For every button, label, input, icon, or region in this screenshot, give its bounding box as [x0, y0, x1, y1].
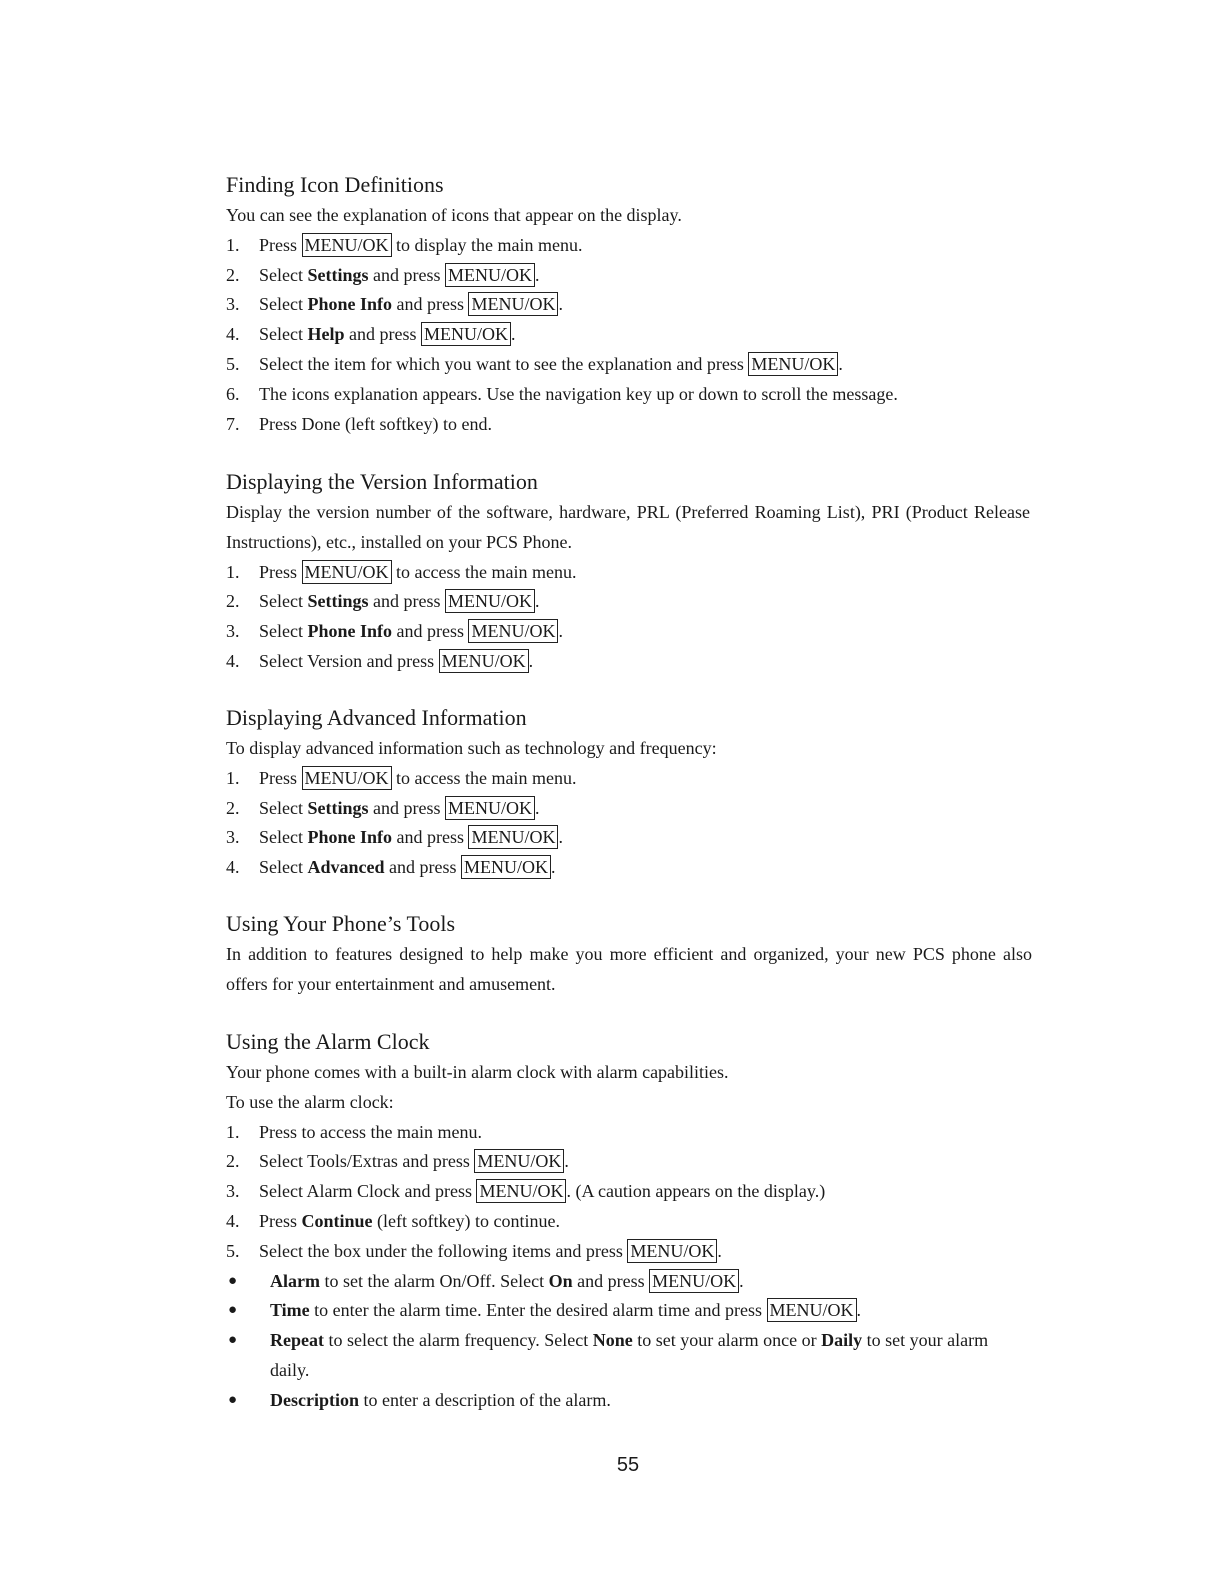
- menu-term: Phone Info: [307, 294, 392, 315]
- bullet-item: [226, 1386, 1046, 1416]
- bullet-item: [226, 1267, 1046, 1297]
- step-text: Select Version and press: [259, 650, 439, 671]
- list-item: [226, 350, 1046, 380]
- section-heading: Displaying the Version Information: [226, 469, 538, 494]
- step-text: to select the alarm frequency. Select: [323, 1330, 593, 1351]
- list-item: [226, 558, 1046, 588]
- section-heading: Finding Icon Definitions: [226, 172, 444, 197]
- step-text: Select: [259, 591, 308, 612]
- item-number: 2.: [226, 1151, 240, 1172]
- bullet-item: [226, 1326, 1046, 1386]
- step-text: to enter the alarm time. Enter the desired alarm time and press: [309, 1300, 767, 1321]
- list-item: [226, 380, 1046, 410]
- menu-ok-key: MENU/OK: [461, 855, 551, 879]
- list-item: [226, 1237, 1046, 1267]
- item-number: 5.: [226, 353, 240, 374]
- menu-term: Settings: [307, 797, 369, 818]
- menu-term: Help: [307, 324, 345, 345]
- list-item: [226, 823, 1046, 853]
- list-item: [226, 647, 1046, 677]
- step-text: Select: [259, 621, 308, 642]
- section-intro: Your phone comes with a built-in alarm clock with alarm capabilities.: [226, 1062, 729, 1082]
- step-text: to set your alarm once or: [632, 1330, 822, 1351]
- step-text: The icons explanation appears. Use the navigation key up or down to scroll the message.: [259, 383, 898, 404]
- step-text: to set your alarm daily.: [270, 1330, 989, 1380]
- step-text: .: [717, 1240, 722, 1261]
- step-text: Select: [259, 827, 308, 848]
- menu-ok-key: MENU/OK: [627, 1239, 717, 1263]
- menu-term: Phone Info: [307, 621, 392, 642]
- section-phone-tools: [226, 911, 1046, 1000]
- item-number: 7.: [226, 413, 240, 434]
- item-number: 6.: [226, 383, 240, 404]
- bullet-icon: ●: [228, 1391, 238, 1408]
- item-number: 4.: [226, 1210, 240, 1231]
- menu-term: On: [548, 1270, 573, 1291]
- item-number: 4.: [226, 857, 240, 878]
- menu-term: Advanced: [307, 857, 385, 878]
- item-number: 2.: [226, 797, 240, 818]
- step-text: Press to access the main menu.: [259, 1121, 482, 1142]
- step-text: .: [558, 294, 563, 315]
- section-intro: To display advanced information such as technology and frequency:: [226, 738, 717, 758]
- list-item: [226, 290, 1046, 320]
- section-finding-icon-definitions: [226, 172, 1046, 439]
- step-text: .: [838, 353, 843, 374]
- menu-ok-key: MENU/OK: [767, 1298, 857, 1322]
- menu-ok-key: MENU/OK: [445, 589, 535, 613]
- menu-term: Continue: [301, 1210, 373, 1231]
- step-text: and press: [368, 591, 445, 612]
- item-number: 1.: [226, 1121, 240, 1142]
- list-item: [226, 587, 1046, 617]
- section-version-information: [226, 469, 1046, 677]
- step-text: and press: [392, 621, 469, 642]
- step-text: Select: [259, 857, 308, 878]
- menu-term: Settings: [307, 591, 369, 612]
- step-text: (left softkey) to continue.: [372, 1210, 560, 1231]
- section-intro: You can see the explanation of icons that appear on the display.: [226, 205, 682, 225]
- menu-term: Daily: [821, 1330, 863, 1351]
- step-text: and press: [392, 294, 469, 315]
- step-text: .: [564, 1151, 569, 1172]
- step-text: .: [534, 591, 540, 612]
- item-number: 4.: [226, 650, 240, 671]
- step-text: .: [739, 1270, 744, 1291]
- step-text: .: [558, 621, 563, 642]
- step-text: Select: [259, 264, 308, 285]
- step-text: .: [856, 1300, 862, 1321]
- menu-ok-key: MENU/OK: [468, 619, 558, 643]
- section-alarm-clock: [226, 1029, 1046, 1416]
- list-item: [226, 1177, 1046, 1207]
- step-text: Select Alarm Clock and press: [259, 1181, 477, 1202]
- step-text: Select the item for which you want to see the explanation and press: [259, 353, 749, 374]
- section-intro: Display the version number of the software, hardware, PRL (Preferred Roaming List), PRI (Product Release Instructions), etc., installed on your PCS Phone.: [226, 502, 1030, 552]
- step-text: .: [534, 264, 540, 285]
- menu-term: None: [592, 1330, 633, 1351]
- step-text: and press: [344, 324, 421, 345]
- step-text: to set the alarm On/Off. Select: [319, 1270, 549, 1291]
- step-text: to display the main menu.: [391, 234, 583, 255]
- list-item: [226, 1147, 1046, 1177]
- step-text: Press: [259, 561, 302, 582]
- menu-ok-key: MENU/OK: [468, 825, 558, 849]
- menu-ok-key: MENU/OK: [439, 649, 529, 673]
- step-text: .: [510, 324, 516, 345]
- step-text: Select: [259, 294, 308, 315]
- step-text: .: [550, 857, 556, 878]
- section-heading: Using the Alarm Clock: [226, 1029, 430, 1054]
- item-number: 1.: [226, 561, 240, 582]
- menu-ok-key: MENU/OK: [474, 1149, 564, 1173]
- menu-ok-key: MENU/OK: [748, 352, 838, 376]
- item-number: 3.: [226, 827, 240, 848]
- step-text: Press: [259, 767, 302, 788]
- step-text: and press: [572, 1270, 650, 1291]
- step-text: Press: [259, 1210, 302, 1231]
- bullet-icon: ●: [228, 1272, 238, 1289]
- menu-ok-key: MENU/OK: [421, 322, 511, 346]
- step-text: Select the box under the following items and press: [259, 1240, 628, 1261]
- step-text: Press: [259, 234, 302, 255]
- section-intro: In addition to features designed to help make you more efficient and organized, your new PCS phone also offers for your entertainment and amusement.: [226, 944, 1032, 994]
- step-text: to access the main menu.: [391, 561, 577, 582]
- step-text: and press: [368, 264, 445, 285]
- step-text: . (A caution appears on the display.): [566, 1181, 826, 1202]
- step-text: to access the main menu.: [391, 767, 577, 788]
- item-number: 3.: [226, 294, 240, 315]
- menu-term: Description: [270, 1389, 359, 1410]
- step-text: .: [528, 650, 534, 671]
- menu-ok-key: MENU/OK: [302, 560, 392, 584]
- list-item: [226, 410, 1046, 440]
- item-number: 4.: [226, 324, 240, 345]
- item-number: 1.: [226, 767, 240, 788]
- menu-term: Time: [270, 1300, 310, 1321]
- step-text: to enter a description of the alarm.: [359, 1389, 611, 1410]
- section-advanced-information: [226, 705, 1046, 883]
- menu-ok-key: MENU/OK: [302, 233, 392, 257]
- step-text: .: [534, 797, 540, 818]
- section-heading: Using Your Phone’s Tools: [226, 911, 456, 936]
- menu-term: Settings: [307, 264, 369, 285]
- item-number: 2.: [226, 591, 240, 612]
- menu-term: Phone Info: [307, 827, 392, 848]
- item-number: 2.: [226, 264, 240, 285]
- list-item: [226, 617, 1046, 647]
- menu-ok-key: MENU/OK: [445, 796, 535, 820]
- step-text: and press: [392, 827, 469, 848]
- list-item: [226, 1118, 1046, 1148]
- list-item: [226, 794, 1046, 824]
- section-intro: To use the alarm clock:: [226, 1091, 394, 1112]
- menu-ok-key: MENU/OK: [476, 1179, 566, 1203]
- step-text: .: [558, 827, 563, 848]
- step-text: and press: [368, 797, 445, 818]
- list-item: [226, 261, 1046, 291]
- step-text: Select: [259, 797, 308, 818]
- menu-term: Alarm: [270, 1270, 320, 1291]
- list-item: [226, 320, 1046, 350]
- page-number: 55: [616, 1454, 640, 1476]
- step-text: and press: [384, 857, 461, 878]
- item-number: 3.: [226, 1181, 240, 1202]
- list-item: [226, 231, 1046, 261]
- item-number: 5.: [226, 1240, 240, 1261]
- menu-ok-key: MENU/OK: [468, 292, 558, 316]
- step-text: Select: [259, 324, 308, 345]
- item-number: 1.: [226, 234, 240, 255]
- bullet-icon: ●: [228, 1332, 238, 1349]
- list-item: [226, 764, 1046, 794]
- menu-ok-key: MENU/OK: [445, 263, 535, 287]
- menu-ok-key: MENU/OK: [649, 1269, 739, 1293]
- menu-term: Repeat: [270, 1330, 324, 1351]
- section-heading: Displaying Advanced Information: [226, 705, 527, 730]
- bullet-icon: ●: [228, 1302, 238, 1319]
- menu-ok-key: MENU/OK: [302, 766, 392, 790]
- step-text: Select Tools/Extras and press: [259, 1151, 475, 1172]
- list-item: [226, 1207, 1046, 1237]
- bullet-item: [226, 1296, 1046, 1326]
- step-text: Press Done (left softkey) to end.: [259, 413, 492, 434]
- item-number: 3.: [226, 621, 240, 642]
- list-item: [226, 853, 1046, 883]
